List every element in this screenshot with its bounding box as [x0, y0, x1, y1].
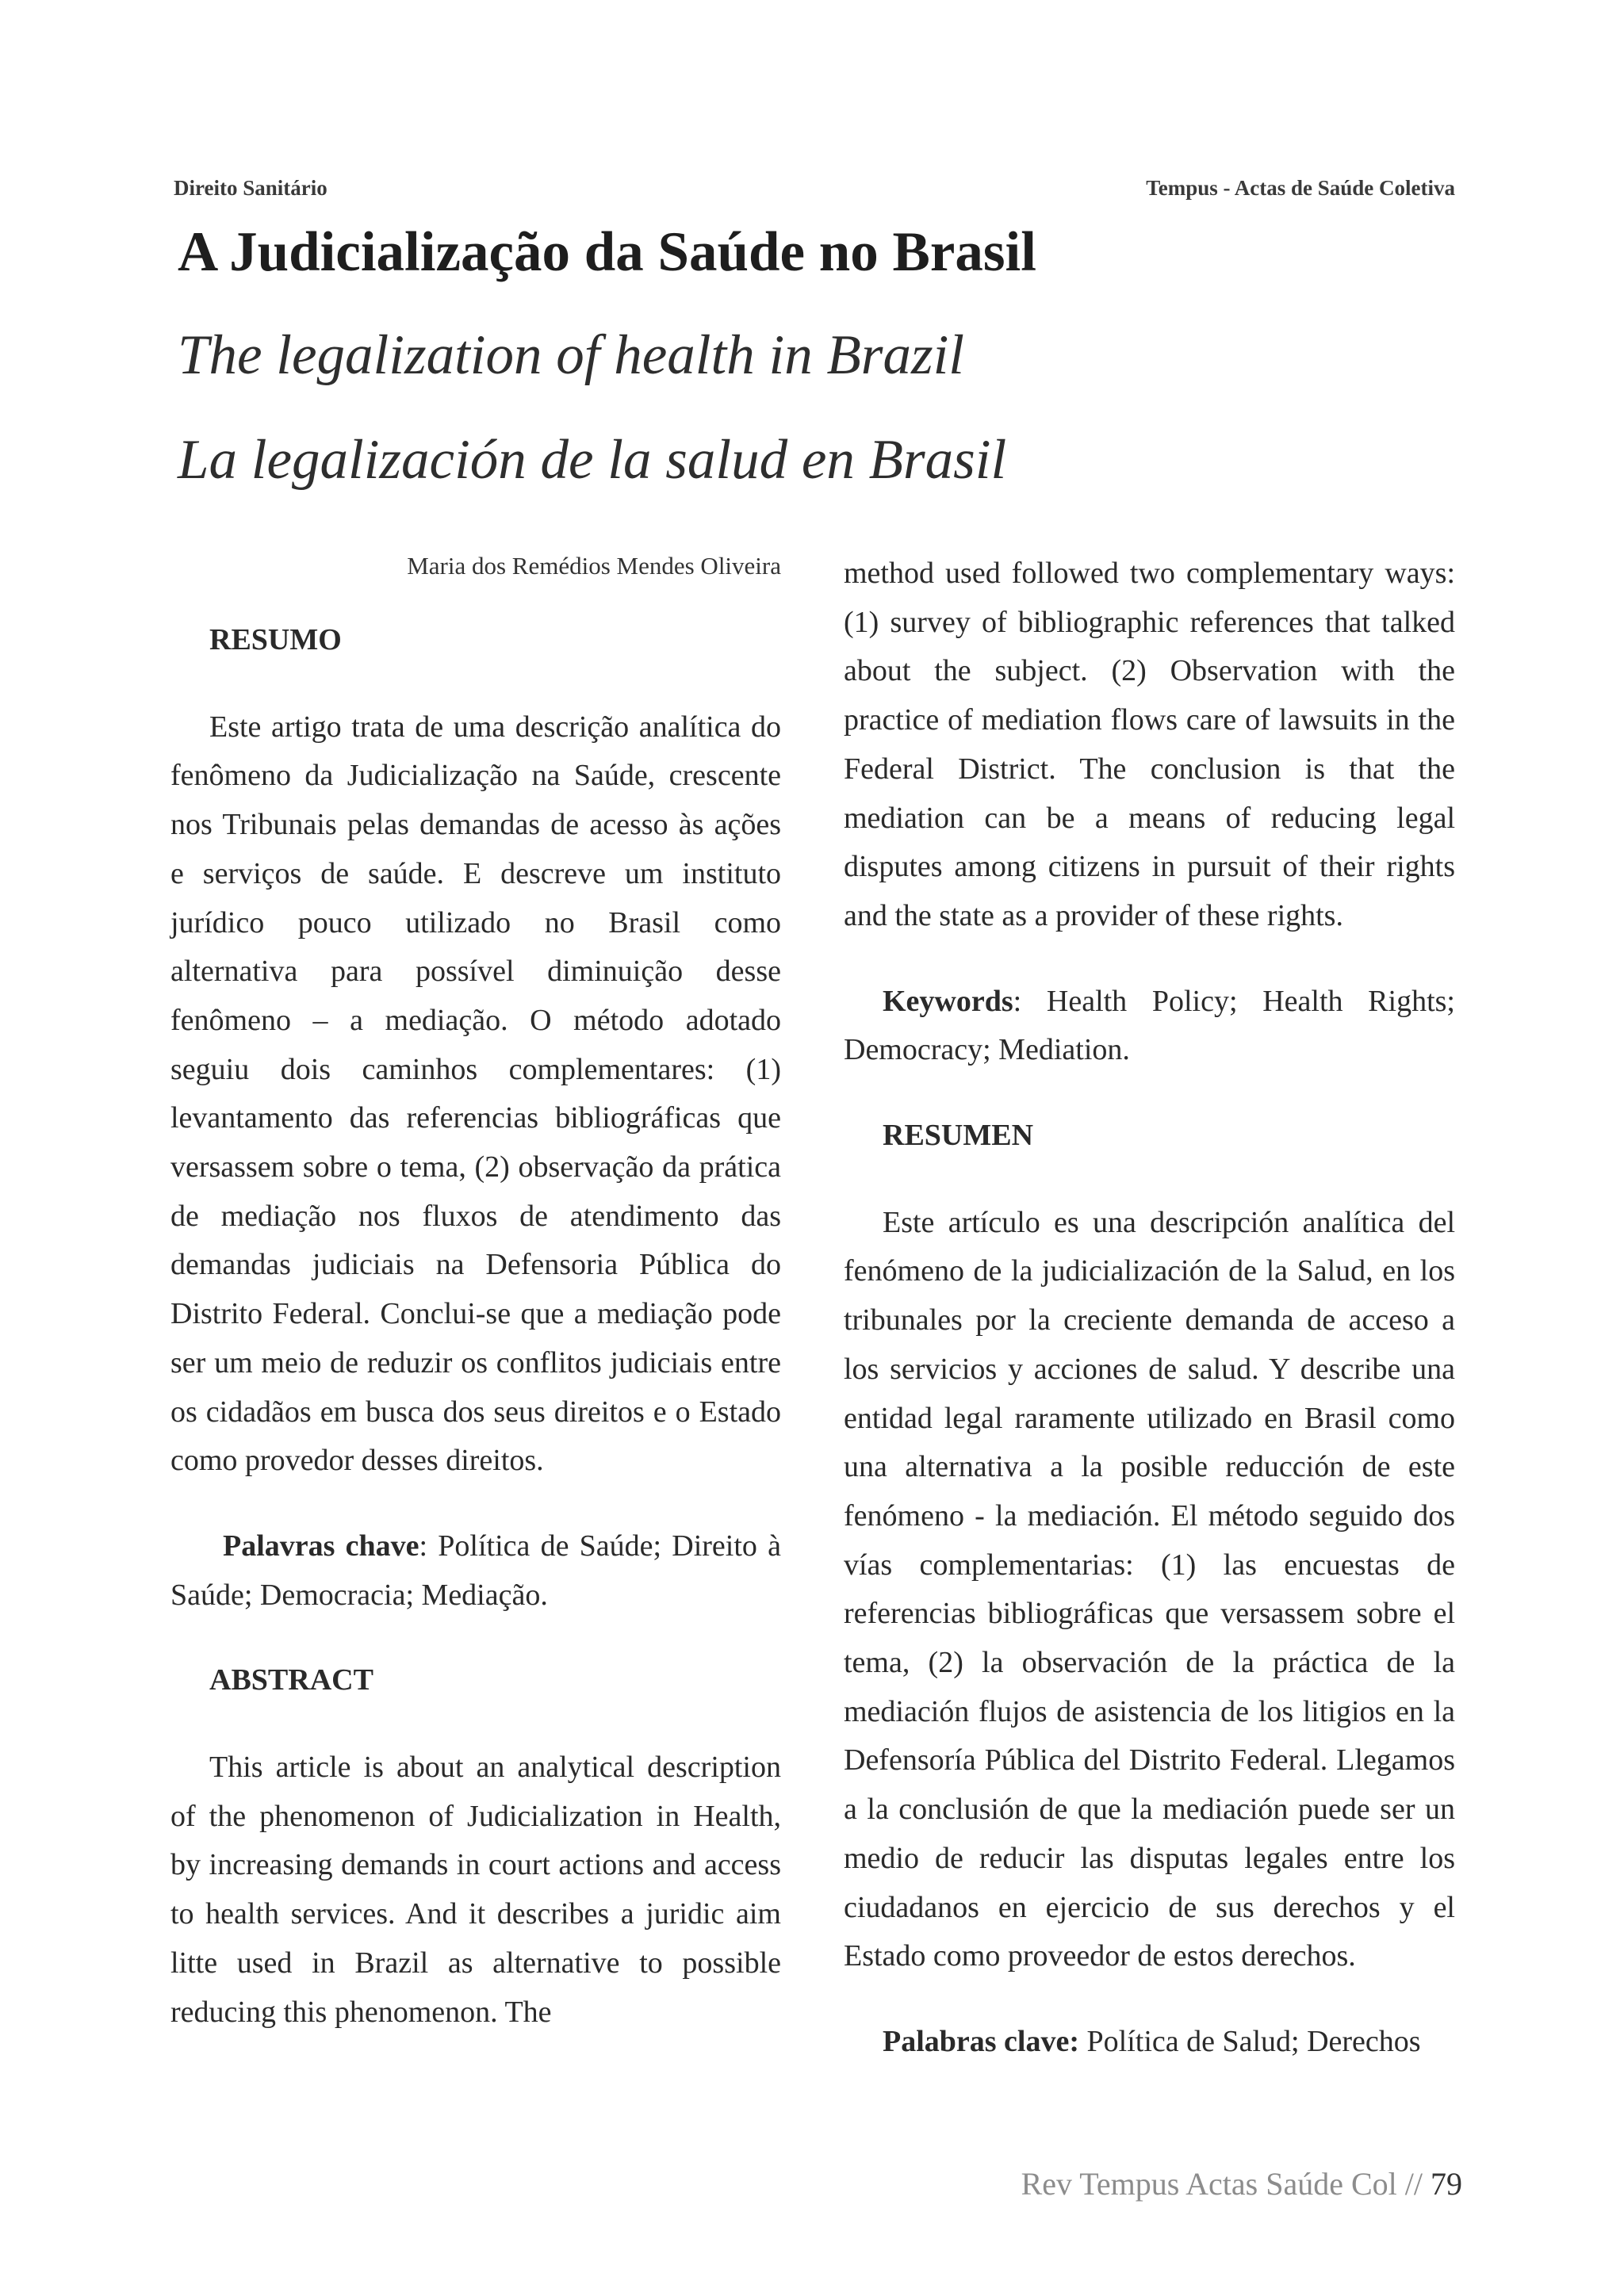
section-label: Direito Sanitário	[174, 176, 327, 200]
resumen-keywords-label: Palabras clave:	[883, 2024, 1080, 2058]
abstract-text-part1: This article is about an analytical description of the phenomenon of Judicialization in Health, by increasing demands in court actions and access to health services. And it describes a juridic aim litte used in Brazil as alternative to possible reducing this phenomenon. The	[170, 1751, 781, 2029]
page-footer	[1021, 2165, 1462, 2202]
abstract-heading: ABSTRACT	[209, 1663, 373, 1697]
abstract-keywords	[844, 978, 1455, 1075]
abstract-keywords-list: : Health Policy; Health Rights; Democracy; Mediation.	[844, 984, 1455, 1067]
left-column	[170, 547, 781, 2073]
resumen-keywords-list: Política de Salud; Derechos	[1079, 2024, 1421, 2058]
abstract-text-part2: method used followed two complementary ways: (1) survey of bibliographic references that talked about the subject. (2) Observation with the practice of mediation flows care of lawsuits in the Federal District. The conclusion is that the mediation can be a means of reducing legal disputes among citizens in pursuit of their rights and the state as a provider of these rights.	[844, 557, 1455, 932]
resumo-keywords-label: Palavras chave	[223, 1529, 419, 1563]
journal-name: Tempus - Actas de Saúde Coletiva	[1146, 176, 1455, 200]
title-english: The legalization of health in Brazil	[178, 324, 965, 386]
resumo-text: Este artigo trata de uma descrição analítica do fenômeno da Judicialização na Saúde, crescente nos Tribunais pelas demandas de acesso às ações e serviços de saúde. E descreve um instituto jurídico pouco utilizado no Brasil como alternativa para possível diminuição desse fenômeno – a mediação. O método adotado seguiu dois caminhos complementares: (1) levantamento das referencias bibliográficas que versassem sobre o tema, (2) observação da prática de mediação nos fluxos de atendimento das demandas judiciais na Defensoria Pública do Distrito Federal. Conclui-se que a mediação pode ser um meio de reduzir os conflitos judiciais entre os cidadãos em busca dos seus direitos e o Estado como provedor desses direitos.	[170, 710, 781, 1478]
footer-journal: Rev Tempus Actas Saúde Col //	[1021, 2166, 1423, 2202]
right-column	[844, 549, 1455, 2103]
page-number: 79	[1431, 2166, 1462, 2202]
title-spanish: La legalización de la salud en Brasil	[178, 429, 1007, 491]
title-portuguese: A Judicialização da Saúde no Brasil	[178, 221, 1036, 283]
resumo-keywords	[170, 1522, 781, 1620]
resumo-heading: RESUMO	[209, 623, 342, 656]
resumen-heading: RESUMEN	[883, 1119, 1034, 1153]
abstract-keywords-label: Keywords	[883, 984, 1013, 1018]
author-name: Maria dos Remédios Mendes Oliveira	[407, 552, 781, 580]
resumo-keywords-list: : Política de Saúde; Direito à Saúde; Democracia; Mediação.	[170, 1529, 781, 1612]
resumen-text: Este artículo es una descripción analítica del fenómeno de la judicialización de la Salud, en los tribunales por la creciente demanda de acceso a los servicios y acciones de salud. Y describe una entidad legal raramente utilizado en Brasil como una alternativa a la posible reducción de este fenómeno - la mediación. El método seguido dos vías complementarias: (1) las encuestas de referencias bibliográficas que versassem sobre el tema, (2) la observación de la práctica de la mediación flujos de asistencia de los litigios en la Defensoría Pública del Distrito Federal. Llegamos a la conclusión de que la mediación puede ser un medio de reducir las disputas legales entre los ciudadanos en ejercicio de sus derechos y el Estado como proveedor de estos derechos.	[844, 1205, 1455, 1973]
resumen-keywords	[844, 2018, 1455, 2067]
